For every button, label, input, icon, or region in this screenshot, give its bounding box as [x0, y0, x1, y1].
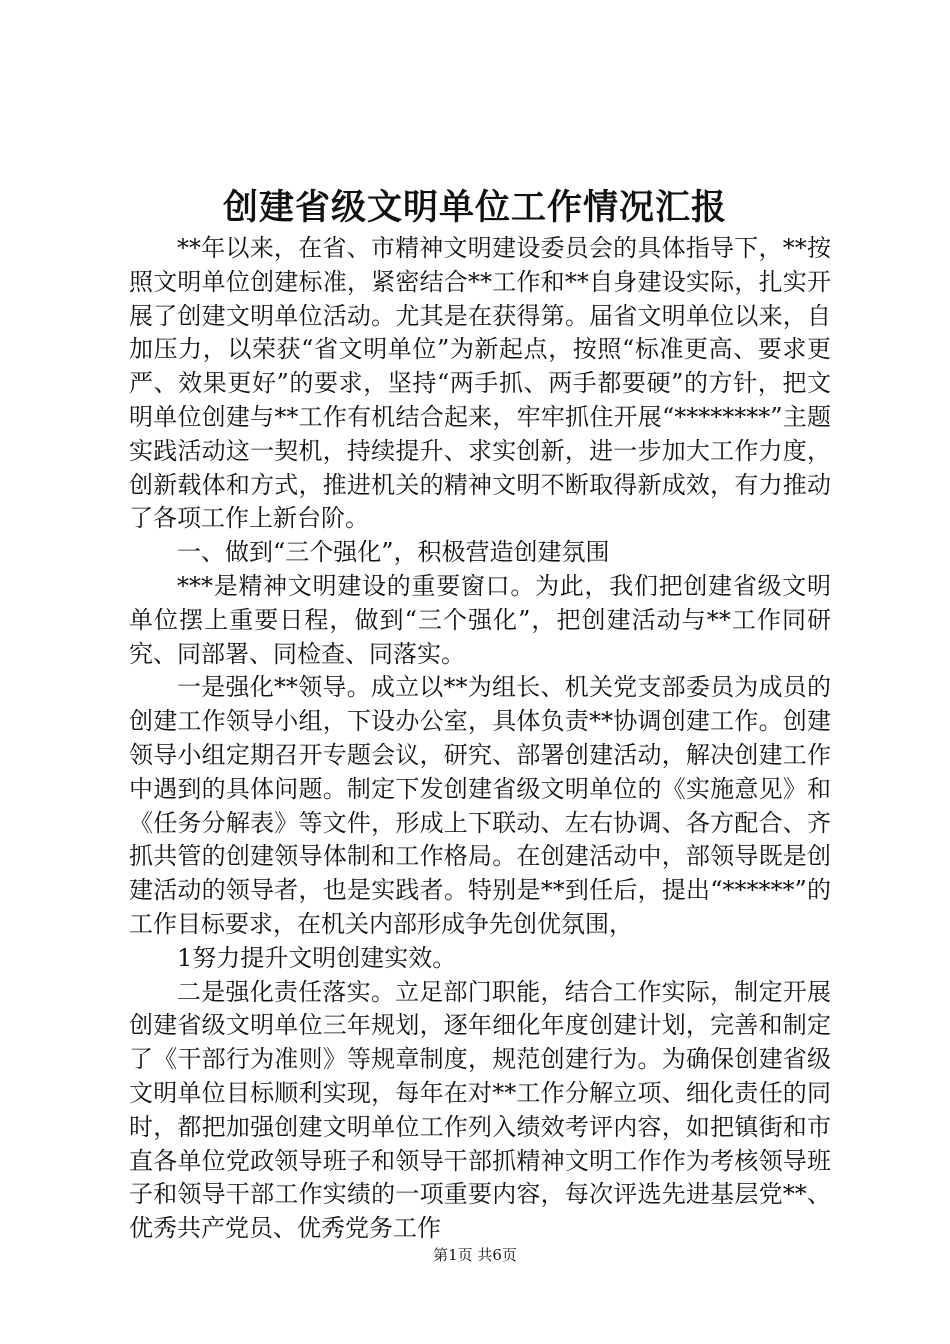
page-number-footer: 第1页 共6页 — [433, 1246, 517, 1264]
paragraph-window: ***是精神文明建设的重要窗口。为此，我们把创建省级文明单位摆上重要日程，做到“三个强化”，把创建活动与**工作同研究、同部署、同检查、同落实。 — [129, 571, 831, 668]
paragraph-responsibility: 二是强化责任落实。立足部门职能，结合工作实际，制定开展创建省级文明单位三年规划，逐年细化年度创建计划，完善和制定了《干部行为准则》等规章制度，规范创建行为。为确保创建省级文明单位目标顺利实现，每年在对**工作分解立项、细化责任的同时，都把加强创建文明单位工作列入绩效考评内容，如把镇街和市直各单位党政领导班子和领导干部抓精神文明工作作为考核领导班子和领导干部工作实绩的一项重要内容，每次评选先进基层党**、优秀共产党员、优秀党务工作 — [129, 977, 831, 1243]
paragraph-intro: **年以来，在省、市精神文明建设委员会的具体指导下，**按照文明单位创建标准，紧密结合**工作和**自身建设实际，扎实开展了创建文明单位活动。尤其是在获得第。届省文明单位以来，自加压力，以荣获“省文明单位”为新起点，按照“标准更高、要求更严、效果更好”的要求，坚持“两手抓、两手都要硬”的方针，把文明单位创建与**工作有机结合起来，牢牢抓住开展“********”主题实践活动这一契机，持续提升、求实创新，进一步加大工作力度，创新载体和方式，推进机关的精神文明不断取得新成效，有力推动了各项工作上新台阶。 — [129, 234, 831, 533]
document-body — [129, 232, 831, 1246]
paragraph-leadership: 一是强化**领导。成立以**为组长、机关党支部委员为成员的创建工作领导小组，下设办公室，具体负责**协调创建工作。创建领导小组定期召开专题会议，研究、部署创建活动，解决创建工作中遇到的具体问题。制定下发创建省级文明单位的《实施意见》和《任务分解表》等文件，形成上下联动、左右协调、各方配合、齐抓共管的创建领导体制和工作格局。在创建活动中，部领导既是创建活动的领导者，也是实践者。特别是**到任后，提出“******”的工作目标要求，在机关内部形成争先创优氛围， — [129, 673, 831, 938]
section-heading-1: 一、做到“三个强化”，积极营造创建氛围 — [177, 538, 610, 567]
document-title: 创建省级文明单位工作情况汇报 — [222, 187, 727, 228]
paragraph-effect: 1努力提升文明创建实效。 — [177, 943, 457, 972]
